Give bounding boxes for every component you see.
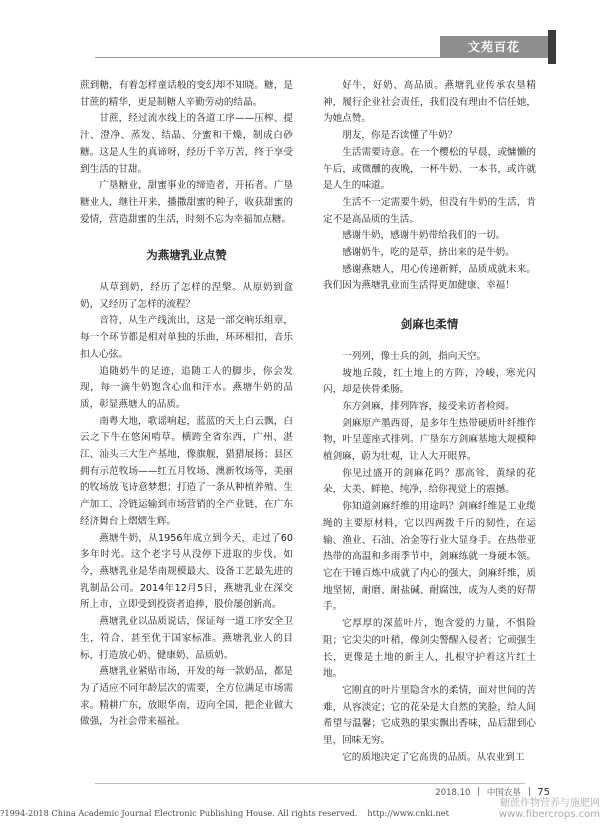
article2-paragraph: 感谢奶牛，吃的是草，挤出来的是牛奶。: [342, 247, 515, 259]
article2-paragraph: 感谢牛奶，感谢牛奶带给我们的一切。: [342, 230, 506, 242]
article2-paragraph: 朋友，你是否读懂了牛奶？: [342, 130, 458, 142]
section-title: 文苑百花: [440, 36, 548, 58]
article3-paragraph: 坡地丘陵，红土地上的方阵，冷峻，寒光闪闪，却是侠骨柔肠。: [323, 367, 536, 396]
article2-paragraph: 生活不一定需要牛奶，但没有牛奶的生活，肯定不是高品质的生活。: [323, 196, 536, 225]
article1-paragraph: 蔗到糖，有着怎样童话般的变幻却不知晓。糖，是甘蔗的精华，更是制糖人辛勤劳动的结晶。: [80, 80, 293, 108]
article3-paragraph: 它厚厚的深蓝叶片，饱含爱的力量，不惧险阻；它尖尖的叶稍，像剑尖警醒入侵者；它顽强生长，更像是土地的新主人，扎根守护着这片红土地。: [323, 618, 536, 680]
watermark-url: www.fibercrops.com: [498, 809, 600, 820]
article2-title: 为燕塘乳业点赞: [146, 248, 227, 263]
footer-rule: [95, 783, 525, 784]
left-column: [80, 78, 293, 731]
article3-paragraph: 一列列，像士兵的剑，指向天空。: [342, 350, 487, 362]
issue-date: 2018.10: [435, 788, 471, 798]
footer-separator: [478, 787, 479, 796]
article2-paragraph: 感谢燕塘人，用心传递新鲜，品质成就未来。我们因为燕塘乳业而生活得更加健康、幸福！: [323, 263, 536, 292]
article2-paragraph: 燕塘乳业紧贴市场，开发的每一款奶品，都是为了适应不同年龄层次的需要，全方位满足市场需求。精耕广东，放眼华南，迈向全国，把企业做大做强，为社会带来福祉。: [80, 666, 293, 728]
cnki-link[interactable]: http://www.cnki.net: [367, 808, 449, 818]
article3-paragraph: 它刚直的叶片里隐含水的柔情，面对世间的苦难，从容淡定；它的花朵是大自然的笑脸，给人间希望与温馨；它成熟的果实飘出香味，品后甜到心里，回味无穷。: [323, 684, 536, 747]
article2-paragraph: 音符，从生产线流出，这是一部交响乐组章，每一个环节都是相对单独的乐曲，环环相扣，音乐扣人心弦。: [80, 315, 293, 360]
watermark-text: 糖蔗作物营养与施肥网: [500, 798, 600, 809]
article3-paragraph: 东方剑麻，排列阵容，接受来访者检阅。: [342, 400, 515, 412]
page-number: 75: [537, 787, 550, 798]
article2-paragraph: 从草到奶，经历了怎样的涅槃。从原奶到盒奶，又经历了怎样的流程？: [80, 282, 293, 310]
article3-paragraph: 你见过盛开的剑麻花吗？那高耸、黄绿的花朵，大美、鲜艳、纯净，给你视觉上的震撼。: [323, 467, 536, 496]
article1-paragraph: 甘蔗，经过流水线上的各道工序——压榨、提汁、澄净、蒸发、结晶、分蜜和干燥，制成白砂糖。这是人生的真谛呀，经历千辛万苦，终于享受到生活的甘甜。: [80, 113, 293, 175]
copyright-text: ?1994-2018 China Academic Journal Electronic Publishing House. All rights reserved.: [0, 808, 358, 818]
article3-title: 剑麻也柔情: [400, 317, 459, 332]
watermark: [499, 798, 600, 820]
footer-separator: [529, 787, 530, 796]
journal-name: 中国农垦: [486, 788, 521, 798]
article2-paragraph: 生活需要诗意。在一个樱松的早晨，或慵懒的午后，或微醺的夜晚，一杯牛奶、一本书，或许就是人生的味道。: [323, 146, 536, 192]
article2-paragraph: 燕塘牛奶，从1956年成立到今天，走过了60多年时光。这个老字号从没停下进取的步伐，如今，燕塘乳业是华南规模最大、设备工艺最先进的乳制品公司。2014年12月5日，燕塘乳业在深交所上市，立即受到投资者追捧，股价屡创新高。: [80, 532, 293, 611]
article2-paragraph: 追随奶牛的足迹，追随工人的脚步，你会发现，每一滴牛奶饱含心血和汗水。燕塘牛奶的品质，彰显燕塘人的品质。: [80, 365, 293, 410]
article2-paragraph: 燕塘乳业以品质说话，保证每一道工序安全卫生，符合、甚至优于国家标准。燕塘乳业人的目标，打造放心奶、健康奶、品质奶。: [80, 616, 293, 661]
article2-paragraph: 好牛，好奶、高品质。燕塘乳业传承农垦精神，履行企业社会责任，我们没有理由不信任她，为她点赞。: [323, 80, 536, 125]
article2-paragraph: 南粤大地，歌谣响起，蓝蓝的天上白云飘，白云之下牛在悠闲啃草。横跨全省东西，广州、湛江、汕头三大生产基地，像旗舰，猎猎展扬；县区拥有示范牧场——红五月牧场、澳新牧场等，美丽的牧场放飞诗意梦想；打造了一条从种植养殖、生产加工、冷链运输到市场营销的全产业链，在广东经济舞台上熠熠生辉。: [80, 415, 293, 527]
article1-paragraph: 广垦糖业，甜蜜事业的缔造者，开拓者。广垦糖业人，继往开来，播撒甜蜜的种子，收获甜蜜的爱情，营造甜蜜的生活，时刻不忘为幸福加点糖。: [80, 180, 293, 225]
footer-meta: [435, 786, 550, 798]
article3-paragraph: 你知道剑麻纤维的用途吗？剑麻纤维是工业缆绳的主要原材料，它以四两拨千斤的韧性，在运输、渔业、石油、冶金等行业大显身手。在热带亚热带的高温和多雨季节中，剑麻练就一身硬本领。它在干锤百炼中成就了内心的强大，剑麻纤维，质地坚韧，耐磨、耐盐碱、耐腐蚀，成为人类的好帮手。: [323, 501, 536, 613]
article3-paragraph: 剑麻原产墨西哥，是多年生热带硬质叶纤维作物，叶呈莲座式排列。广垦东方剑麻基地大规模种植剑麻，蔚为壮观，让人大开眼界。: [323, 417, 536, 463]
section-bar: [548, 30, 556, 64]
article3-paragraph: 它的质地决定了它高贵的品质。从农业到工: [342, 751, 525, 763]
right-column: [323, 78, 536, 766]
